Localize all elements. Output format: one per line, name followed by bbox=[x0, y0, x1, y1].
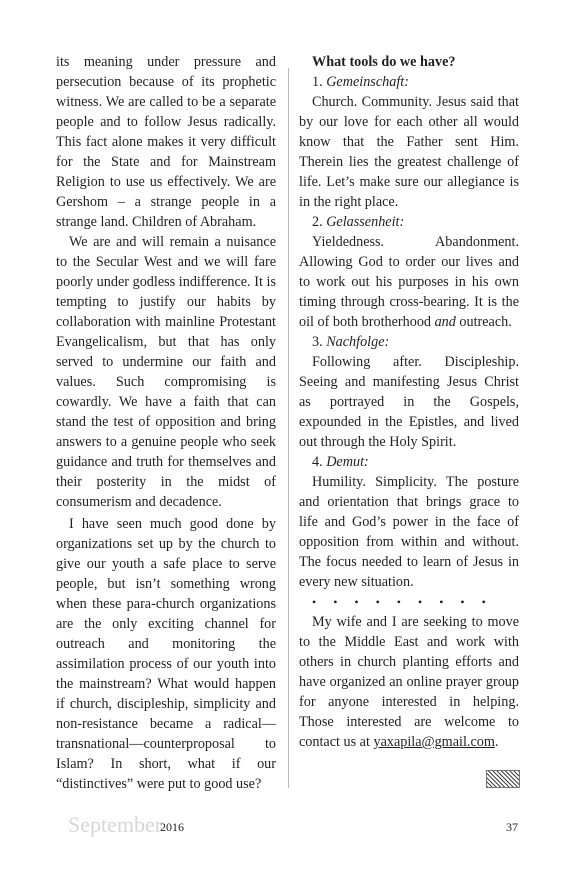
page-number: 37 bbox=[506, 820, 518, 834]
tool-term-2: 2. Gelassenheit: bbox=[312, 214, 405, 230]
tool-body-2: Yieldedness. Abandonment. Allowing God to order our lives and to work out his purposes in his own timing through cross-bearing. It is the oil of both brotherhood and outreach. bbox=[299, 234, 519, 330]
tool-body-1: Church. Community. Jesus said that by our love for each other all would know that the Father sent Him. Therein lies the greatest challenge of life. Let’s make sure our allegiance is in the right place. bbox=[299, 94, 519, 210]
section-heading: What tools do we have? bbox=[312, 54, 456, 70]
tool-term-4: 4. Demut: bbox=[312, 454, 369, 470]
left-column bbox=[56, 52, 276, 794]
footer-year: 2016 bbox=[160, 820, 184, 834]
paragraph: I have seen much good done by organizations set up by the church to give our youth a safe place to serve people, but isn’t something wrong when these para-church organizations are the only exciting channel for outreach and monitoring the assimilation process of our youth into the mainstream? What would happen if church, discipleship, simplicity and non-resistance became a radical—transnational—counterproposal to Islam? In short, what if our “distinctives” were put to good use? bbox=[56, 516, 276, 792]
tool-term-3: 3. Nachfolge: bbox=[312, 334, 390, 350]
footer-month: September bbox=[68, 812, 163, 837]
paragraph: its meaning under pressure and persecution because of its prophetic witness. We are called to be a separate people and to follow Jesus radically. This fact alone makes it very difficult for the State and for Mainstream Religion to use us effectively. We are Gershom – a strange people in a strange land. Children of Abraham. bbox=[56, 54, 276, 230]
email-link[interactable]: yaxapila@gmail.com bbox=[373, 734, 495, 750]
paragraph: We are and will remain a nuisance to the Secular West and we will fare poorly under godless indifference. It is tempting to justify our habits by collaboration with mainline Protestant Evangelicalism, but that has only served to undermine our faith and values. Such compromising is cowardly. We have a faith that can stand the test of opposition and bring answers to a genuine people who seek guidance and truth for themselves and their posterity in the midst of consumerism and decadence. bbox=[56, 234, 276, 510]
qr-code-icon bbox=[486, 770, 520, 788]
column-divider bbox=[288, 68, 289, 788]
right-column bbox=[299, 52, 519, 752]
tool-term-1: 1. Gemeinschaft: bbox=[312, 74, 409, 90]
closing-paragraph: My wife and I are seeking to move to the Middle East and work with others in church planting efforts and have organized an online prayer group for anyone interested in helping. Those interested are welcome to contact us at yaxapila@gmail.com. bbox=[299, 614, 519, 750]
tool-body-3: Following after. Discipleship. Seeing and manifesting Jesus Christ as portrayed in the Gospels, expounded in the Epistles, and lived out through the Holy Spirit. bbox=[299, 354, 519, 450]
section-separator: • • • • • • • • • bbox=[312, 595, 493, 609]
tool-body-4: Humility. Simplicity. The posture and orientation that brings grace to life and God’s power in the face of opposition from within and without. The focus needed to learn of Jesus in every new situation. bbox=[299, 474, 519, 590]
